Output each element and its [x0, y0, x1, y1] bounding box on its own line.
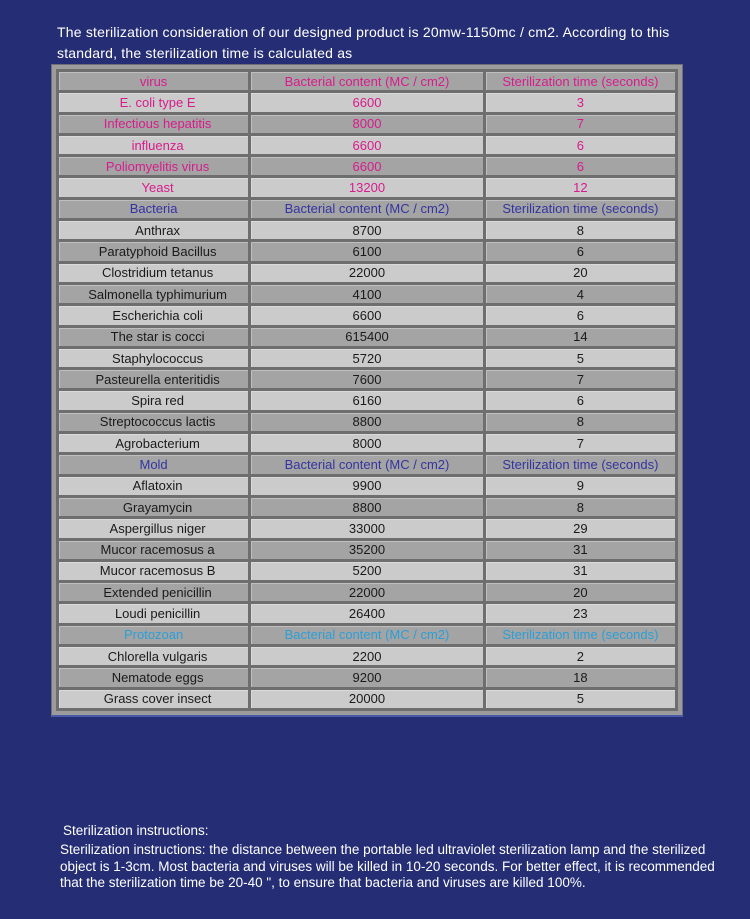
sterilization-time-cell: 12 [484, 177, 676, 198]
table-row [58, 220, 677, 241]
sterilization-time-cell: 29 [484, 518, 676, 539]
table-row [58, 688, 677, 709]
table-row [58, 518, 677, 539]
bacterial-content-cell: 6100 [250, 241, 485, 262]
sterilization-time-cell: 4 [484, 283, 676, 304]
sterilization-time-cell: 6 [484, 134, 676, 155]
time-header-cell: Sterilization time (seconds) [484, 624, 676, 645]
organism-name-cell: Aspergillus niger [58, 518, 250, 539]
table-row [58, 667, 677, 688]
table-row [58, 603, 677, 624]
organism-name-cell: Mucor racemosus B [58, 560, 250, 581]
bacterial-content-cell: 22000 [250, 582, 485, 603]
bacterial-content-cell: 8700 [250, 220, 485, 241]
table-row [58, 262, 677, 283]
organism-name-cell: Streptococcus lactis [58, 411, 250, 432]
table-row [58, 283, 677, 304]
time-header-cell: Sterilization time (seconds) [484, 71, 676, 92]
content-header-cell: Bacterial content (MC / cm2) [250, 454, 485, 475]
bacterial-content-cell: 33000 [250, 518, 485, 539]
table-row [58, 305, 677, 326]
section-name-cell: Mold [58, 454, 250, 475]
organism-name-cell: influenza [58, 134, 250, 155]
sterilization-time-cell: 5 [484, 347, 676, 368]
sterilization-time-cell: 7 [484, 369, 676, 390]
organism-name-cell: Anthrax [58, 220, 250, 241]
organism-name-cell: Chlorella vulgaris [58, 646, 250, 667]
sterilization-time-cell: 20 [484, 582, 676, 603]
sterilization-time-cell: 3 [484, 92, 676, 113]
sterilization-time-cell: 6 [484, 390, 676, 411]
sterilization-time-cell: 8 [484, 411, 676, 432]
organism-name-cell: Yeast [58, 177, 250, 198]
time-header-cell: Sterilization time (seconds) [484, 454, 676, 475]
organism-name-cell: Spira red [58, 390, 250, 411]
bacterial-content-cell: 6160 [250, 390, 485, 411]
bacterial-content-cell: 8000 [250, 113, 485, 134]
organism-name-cell: Staphylococcus [58, 347, 250, 368]
sterilization-time-cell: 18 [484, 667, 676, 688]
sterilization-time-cell: 6 [484, 241, 676, 262]
intro-text: The sterilization consideration of our designed product is 20mw-1150mc / cm2. According to this standard, the sterilization time is calculated as [57, 24, 670, 61]
table-row [58, 433, 677, 454]
table-row [58, 390, 677, 411]
sterilization-time-cell: 14 [484, 326, 676, 347]
bacterial-content-cell: 6600 [250, 305, 485, 326]
instructions-title: Sterilization instructions: [63, 823, 209, 838]
sterilization-time-cell: 31 [484, 539, 676, 560]
bacterial-content-cell: 26400 [250, 603, 485, 624]
table-row [58, 92, 677, 113]
table-row [58, 646, 677, 667]
table-row [58, 347, 677, 368]
table-row [58, 411, 677, 432]
table-row [58, 241, 677, 262]
table-row [58, 369, 677, 390]
bacterial-content-cell: 615400 [250, 326, 485, 347]
section-name-cell: virus [58, 71, 250, 92]
content-header-cell: Bacterial content (MC / cm2) [250, 198, 485, 219]
bacterial-content-cell: 35200 [250, 539, 485, 560]
table-row [58, 560, 677, 581]
sterilization-time-cell: 8 [484, 496, 676, 517]
table-row [58, 326, 677, 347]
organism-name-cell: Grass cover insect [58, 688, 250, 709]
organism-name-cell: Infectious hepatitis [58, 113, 250, 134]
organism-name-cell: Nematode eggs [58, 667, 250, 688]
bacterial-content-cell: 9900 [250, 475, 485, 496]
bacterial-content-cell: 13200 [250, 177, 485, 198]
bacterial-content-cell: 6600 [250, 156, 485, 177]
organism-name-cell: Aflatoxin [58, 475, 250, 496]
sterilization-time-cell: 9 [484, 475, 676, 496]
table-row [58, 156, 677, 177]
sterilization-time-cell: 7 [484, 113, 676, 134]
sterilization-table-body [58, 71, 677, 710]
sterilization-table [56, 69, 678, 711]
bacterial-content-cell: 6600 [250, 92, 485, 113]
sterilization-time-cell: 6 [484, 305, 676, 326]
content-header-cell: Bacterial content (MC / cm2) [250, 71, 485, 92]
table-row [58, 113, 677, 134]
table-row [58, 475, 677, 496]
sterilization-time-cell: 31 [484, 560, 676, 581]
organism-name-cell: Mucor racemosus a [58, 539, 250, 560]
organism-name-cell: E. coli type E [58, 92, 250, 113]
sterilization-table-frame [51, 64, 683, 717]
content-header-cell: Bacterial content (MC / cm2) [250, 624, 485, 645]
sterilization-time-cell: 2 [484, 646, 676, 667]
instructions-body: Sterilization instructions: the distance between the portable led ultraviolet sterilization lamp and the sterilized object is 1-3cm. Most bacteria and viruses will be killed in 10-20 seconds. For better effect, it is recommended that the sterilization time be 20-40 ", to ensure that bacteria and viruses are killed 100%. [60, 842, 715, 890]
organism-name-cell: Pasteurella enteritidis [58, 369, 250, 390]
organism-name-cell: Grayamycin [58, 496, 250, 517]
sterilization-time-cell: 5 [484, 688, 676, 709]
table-row [58, 582, 677, 603]
time-header-cell: Sterilization time (seconds) [484, 198, 676, 219]
bacterial-content-cell: 8800 [250, 411, 485, 432]
organism-name-cell: Agrobacterium [58, 433, 250, 454]
bacterial-content-cell: 7600 [250, 369, 485, 390]
organism-name-cell: Paratyphoid Bacillus [58, 241, 250, 262]
bacterial-content-cell: 5720 [250, 347, 485, 368]
organism-name-cell: Extended penicillin [58, 582, 250, 603]
sterilization-time-cell: 20 [484, 262, 676, 283]
bacterial-content-cell: 6600 [250, 134, 485, 155]
section-header-row [58, 454, 677, 475]
section-header-row [58, 198, 677, 219]
table-row [58, 177, 677, 198]
organism-name-cell: The star is cocci [58, 326, 250, 347]
organism-name-cell: Escherichia coli [58, 305, 250, 326]
bacterial-content-cell: 2200 [250, 646, 485, 667]
bacterial-content-cell: 20000 [250, 688, 485, 709]
organism-name-cell: Clostridium tetanus [58, 262, 250, 283]
bacterial-content-cell: 8800 [250, 496, 485, 517]
section-header-row [58, 71, 677, 92]
bacterial-content-cell: 22000 [250, 262, 485, 283]
bacterial-content-cell: 8000 [250, 433, 485, 454]
table-row [58, 134, 677, 155]
bacterial-content-cell: 9200 [250, 667, 485, 688]
organism-name-cell: Poliomyelitis virus [58, 156, 250, 177]
sterilization-time-cell: 8 [484, 220, 676, 241]
table-row [58, 539, 677, 560]
organism-name-cell: Loudi penicillin [58, 603, 250, 624]
section-name-cell: Bacteria [58, 198, 250, 219]
table-row [58, 496, 677, 517]
sterilization-time-cell: 23 [484, 603, 676, 624]
bacterial-content-cell: 4100 [250, 283, 485, 304]
sterilization-time-cell: 6 [484, 156, 676, 177]
bacterial-content-cell: 5200 [250, 560, 485, 581]
organism-name-cell: Salmonella typhimurium [58, 283, 250, 304]
sterilization-time-cell: 7 [484, 433, 676, 454]
section-header-row [58, 624, 677, 645]
section-name-cell: Protozoan [58, 624, 250, 645]
